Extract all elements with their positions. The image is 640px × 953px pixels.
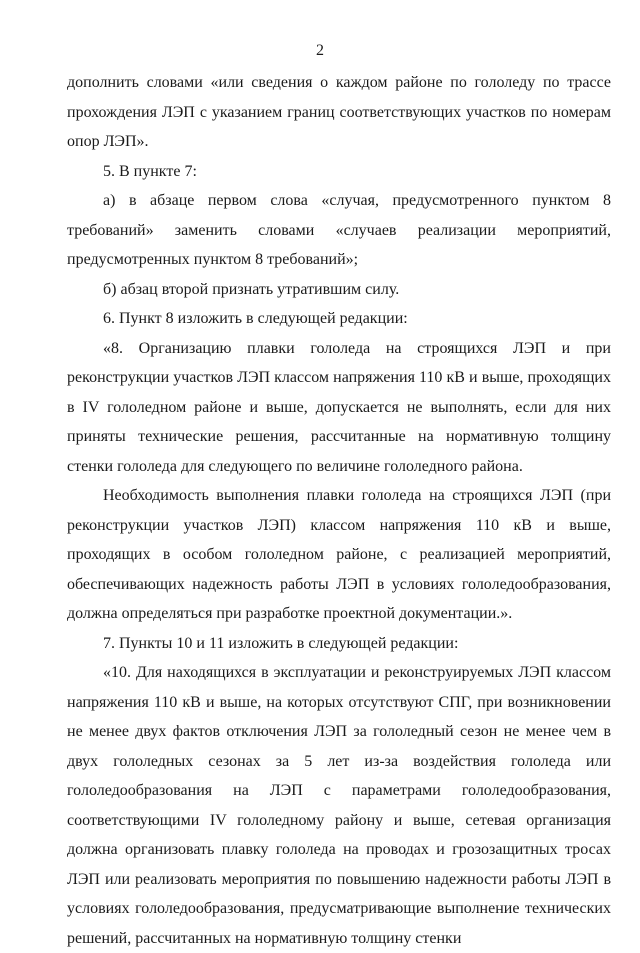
paragraph-clause-8: «8. Организацию плавки гололеда на строящихся ЛЭП и при реконструкции участков ЛЭП классом напряжения 110 кВ и выше, проходящих в IV гололедном районе и выше, допускается не выполнять, если для них приняты технические решения, рассчитанные на нормативную толщину стенки гололеда для следующего по величине гололедного района. [67, 339, 611, 475]
page-number: 2 [316, 42, 324, 59]
paragraph-item-5a: а) в абзаце первом слова «случая, предусмотренного пунктом 8 требований» заменить словами «случаев реализации мероприятий, предусмотренных пунктом 8 требований»; [67, 192, 611, 268]
paragraph-clause-10: «10. Для находящихся в эксплуатации и реконструируемых ЛЭП классом напряжения 110 кВ и выше, на которых отсутствуют СПГ, при возникновении не менее двух фактов отключения ЛЭП за гололедный сезон не менее чем в двух гололедных сезонах за 5 лет из-за воздействия гололеда или гололедообразования на ЛЭП с параметрами гололедообразования, соответствующими IV гололедному району и выше, сетевая организация должна организовать плавку гололеда на проводах и грозозащитных тросах ЛЭП или реализовать мероприятия по повышению надежности работы ЛЭП в условиях гололедообразования, предусматривающие выполнение технических решений, рассчитанных на нормативную толщину стенки [67, 664, 611, 947]
document-body [67, 68, 611, 953]
paragraph-item-6: 6. Пункт 8 изложить в следующей редакции: [103, 310, 408, 327]
paragraph-continuation: дополнить словами «или сведения о каждом районе по гололеду по трассе прохождения ЛЭП с указанием границ соответствующих участков по номерам опор ЛЭП». [67, 74, 611, 150]
paragraph-item-5: 5. В пункте 7: [103, 162, 197, 180]
paragraph-clause-8-second: Необходимость выполнения плавки гололеда на строящихся ЛЭП (при реконструкции участков ЛЭП) классом напряжения 110 кВ и выше, проходящих в особом гололедном районе, с реализацией мероприятий, обеспечивающих надежность работы ЛЭП в условиях гололедообразования, должна определяться при разработке проектной документации.». [67, 487, 611, 622]
paragraph-item-5b: б) абзац второй признать утратившим силу. [103, 280, 400, 298]
paragraph-item-7: 7. Пункты 10 и 11 изложить в следующей редакции: [103, 634, 459, 652]
